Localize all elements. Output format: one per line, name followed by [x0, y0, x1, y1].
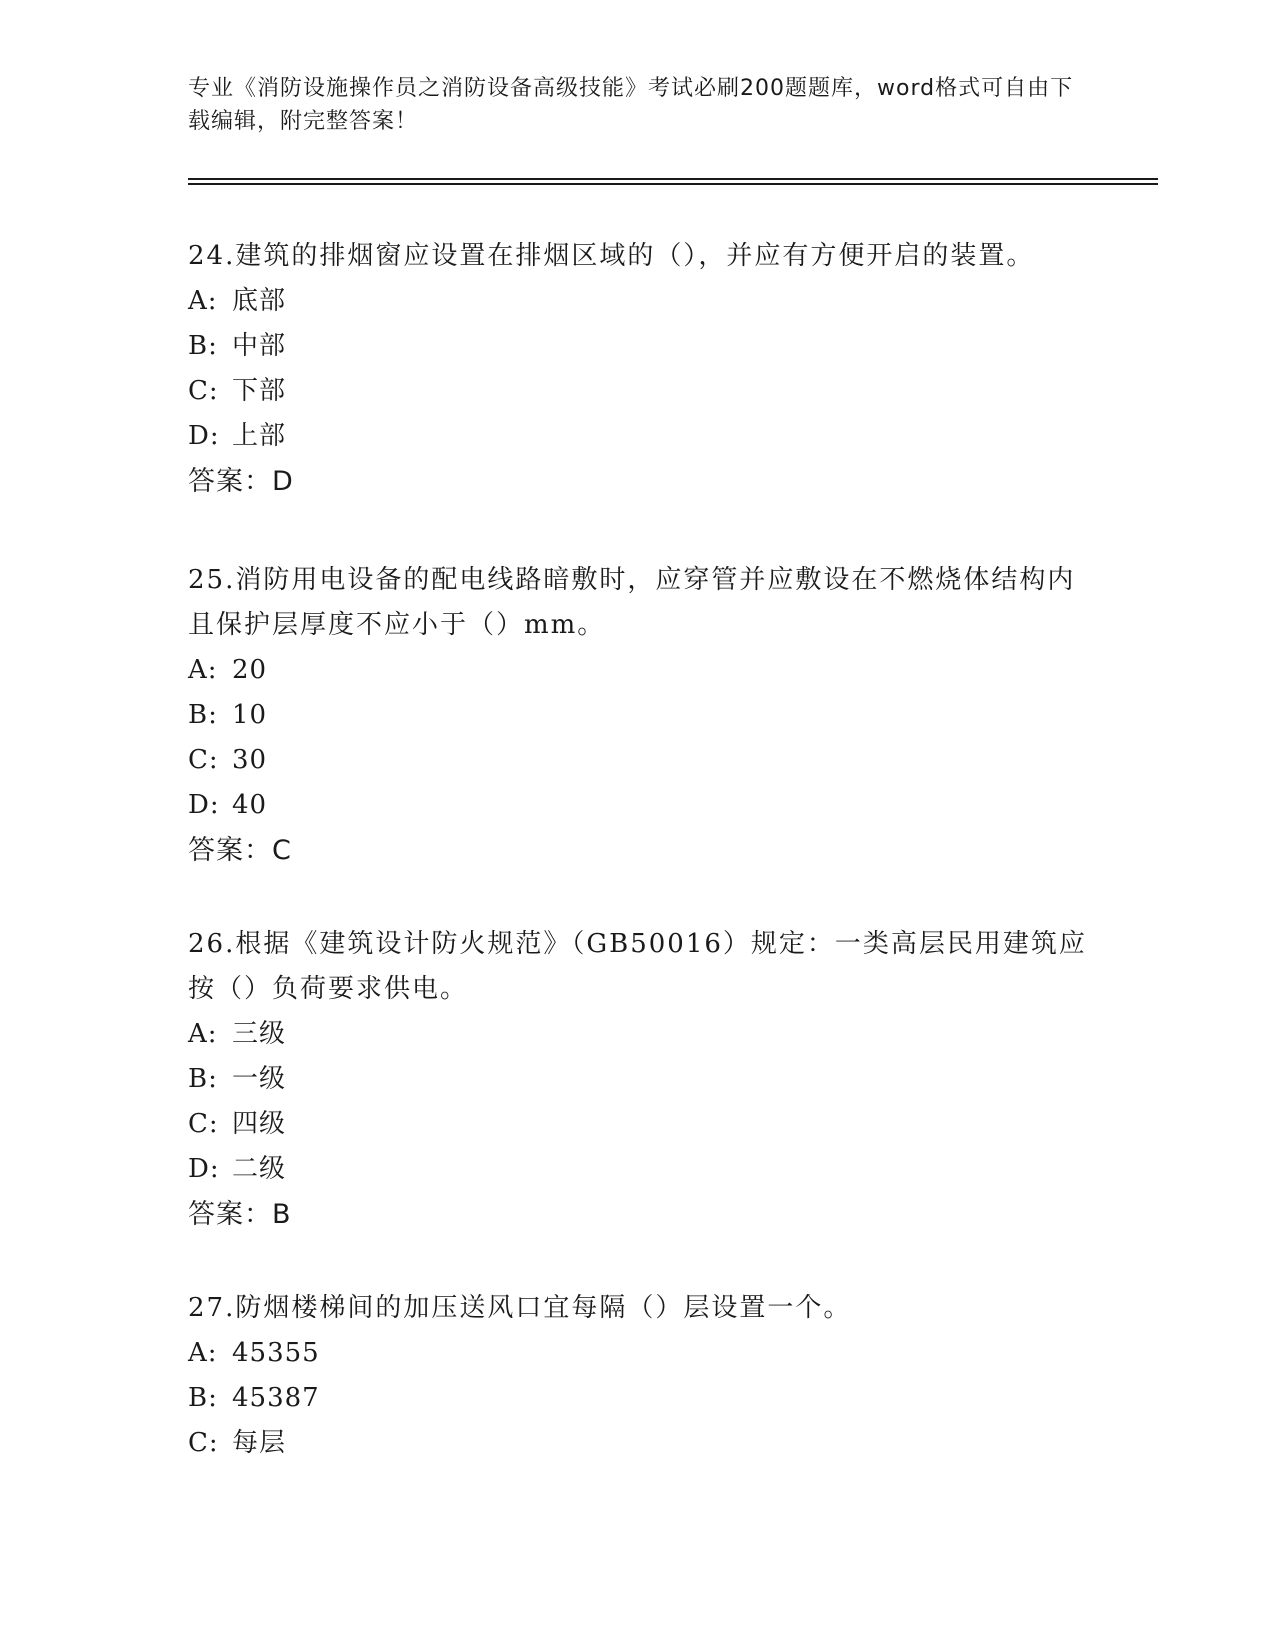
- option-text: 45387: [232, 1383, 320, 1413]
- option-text: 40: [232, 790, 268, 820]
- question-stem: 27.防烟楼梯间的加压送风口宜每隔（）层设置一个。: [188, 1293, 852, 1323]
- option-text: 45355: [232, 1338, 320, 1368]
- option-text: 底部: [232, 286, 287, 316]
- option-letter: C:: [188, 376, 219, 406]
- option-b: [188, 1057, 1088, 1102]
- option-a: [188, 279, 1088, 324]
- option-letter: D:: [188, 421, 220, 451]
- answer-line: 答案：C: [188, 835, 292, 866]
- option-letter: C:: [188, 1428, 219, 1458]
- option-text: 每层: [232, 1428, 287, 1458]
- option-text: 四级: [232, 1109, 287, 1139]
- option-letter: A:: [188, 655, 218, 685]
- option-letter: A:: [188, 1338, 218, 1368]
- option-c: [188, 1421, 1088, 1466]
- option-text: 10: [232, 700, 268, 730]
- option-letter: A:: [188, 286, 218, 316]
- answer-line: 答案：B: [188, 1199, 292, 1230]
- option-text: 二级: [232, 1154, 287, 1184]
- option-b: [188, 1376, 1088, 1421]
- option-letter: D:: [188, 1154, 220, 1184]
- option-a: [188, 648, 1088, 693]
- option-letter: C:: [188, 745, 219, 775]
- document-header: 专业《消防设施操作员之消防设备高级技能》考试必刷200题题库，word格式可自由下载编辑，附完整答案！: [188, 76, 1074, 134]
- answer-line: 答案：D: [188, 466, 294, 497]
- question-25: [188, 558, 1088, 873]
- option-c: [188, 369, 1088, 414]
- question-26: [188, 922, 1088, 1237]
- option-text: 一级: [232, 1064, 287, 1094]
- option-letter: B:: [188, 700, 218, 730]
- option-b: [188, 324, 1088, 369]
- question-24: [188, 234, 1088, 504]
- question-stem: 25.消防用电设备的配电线路暗敷时，应穿管并应敷设在不燃烧体结构内且保护层厚度不应小于（）mm。: [188, 565, 1076, 640]
- option-d: [188, 783, 1088, 828]
- option-letter: B:: [188, 1064, 218, 1094]
- option-c: [188, 1102, 1088, 1147]
- option-letter: A:: [188, 1019, 218, 1049]
- question-stem: 26.根据《建筑设计防火规范》（GB50016）规定：一类高层民用建筑应按（）负荷要求供电。: [188, 929, 1087, 1004]
- question-27: [188, 1286, 1088, 1466]
- option-text: 20: [232, 655, 268, 685]
- option-text: 三级: [232, 1019, 287, 1049]
- option-a: [188, 1331, 1088, 1376]
- header-divider-top: [188, 178, 1158, 180]
- option-text: 中部: [232, 331, 287, 361]
- option-d: [188, 1147, 1088, 1192]
- option-a: [188, 1012, 1088, 1057]
- option-letter: B:: [188, 1383, 218, 1413]
- option-letter: D:: [188, 790, 220, 820]
- option-letter: B:: [188, 331, 218, 361]
- option-letter: C:: [188, 1109, 219, 1139]
- option-d: [188, 414, 1088, 459]
- question-stem: 24.建筑的排烟窗应设置在排烟区域的（），并应有方便开启的装置。: [188, 241, 1035, 271]
- option-c: [188, 738, 1088, 783]
- header-divider-bottom: [188, 183, 1158, 185]
- option-text: 30: [232, 745, 268, 775]
- option-b: [188, 693, 1088, 738]
- option-text: 上部: [232, 421, 287, 451]
- option-text: 下部: [232, 376, 287, 406]
